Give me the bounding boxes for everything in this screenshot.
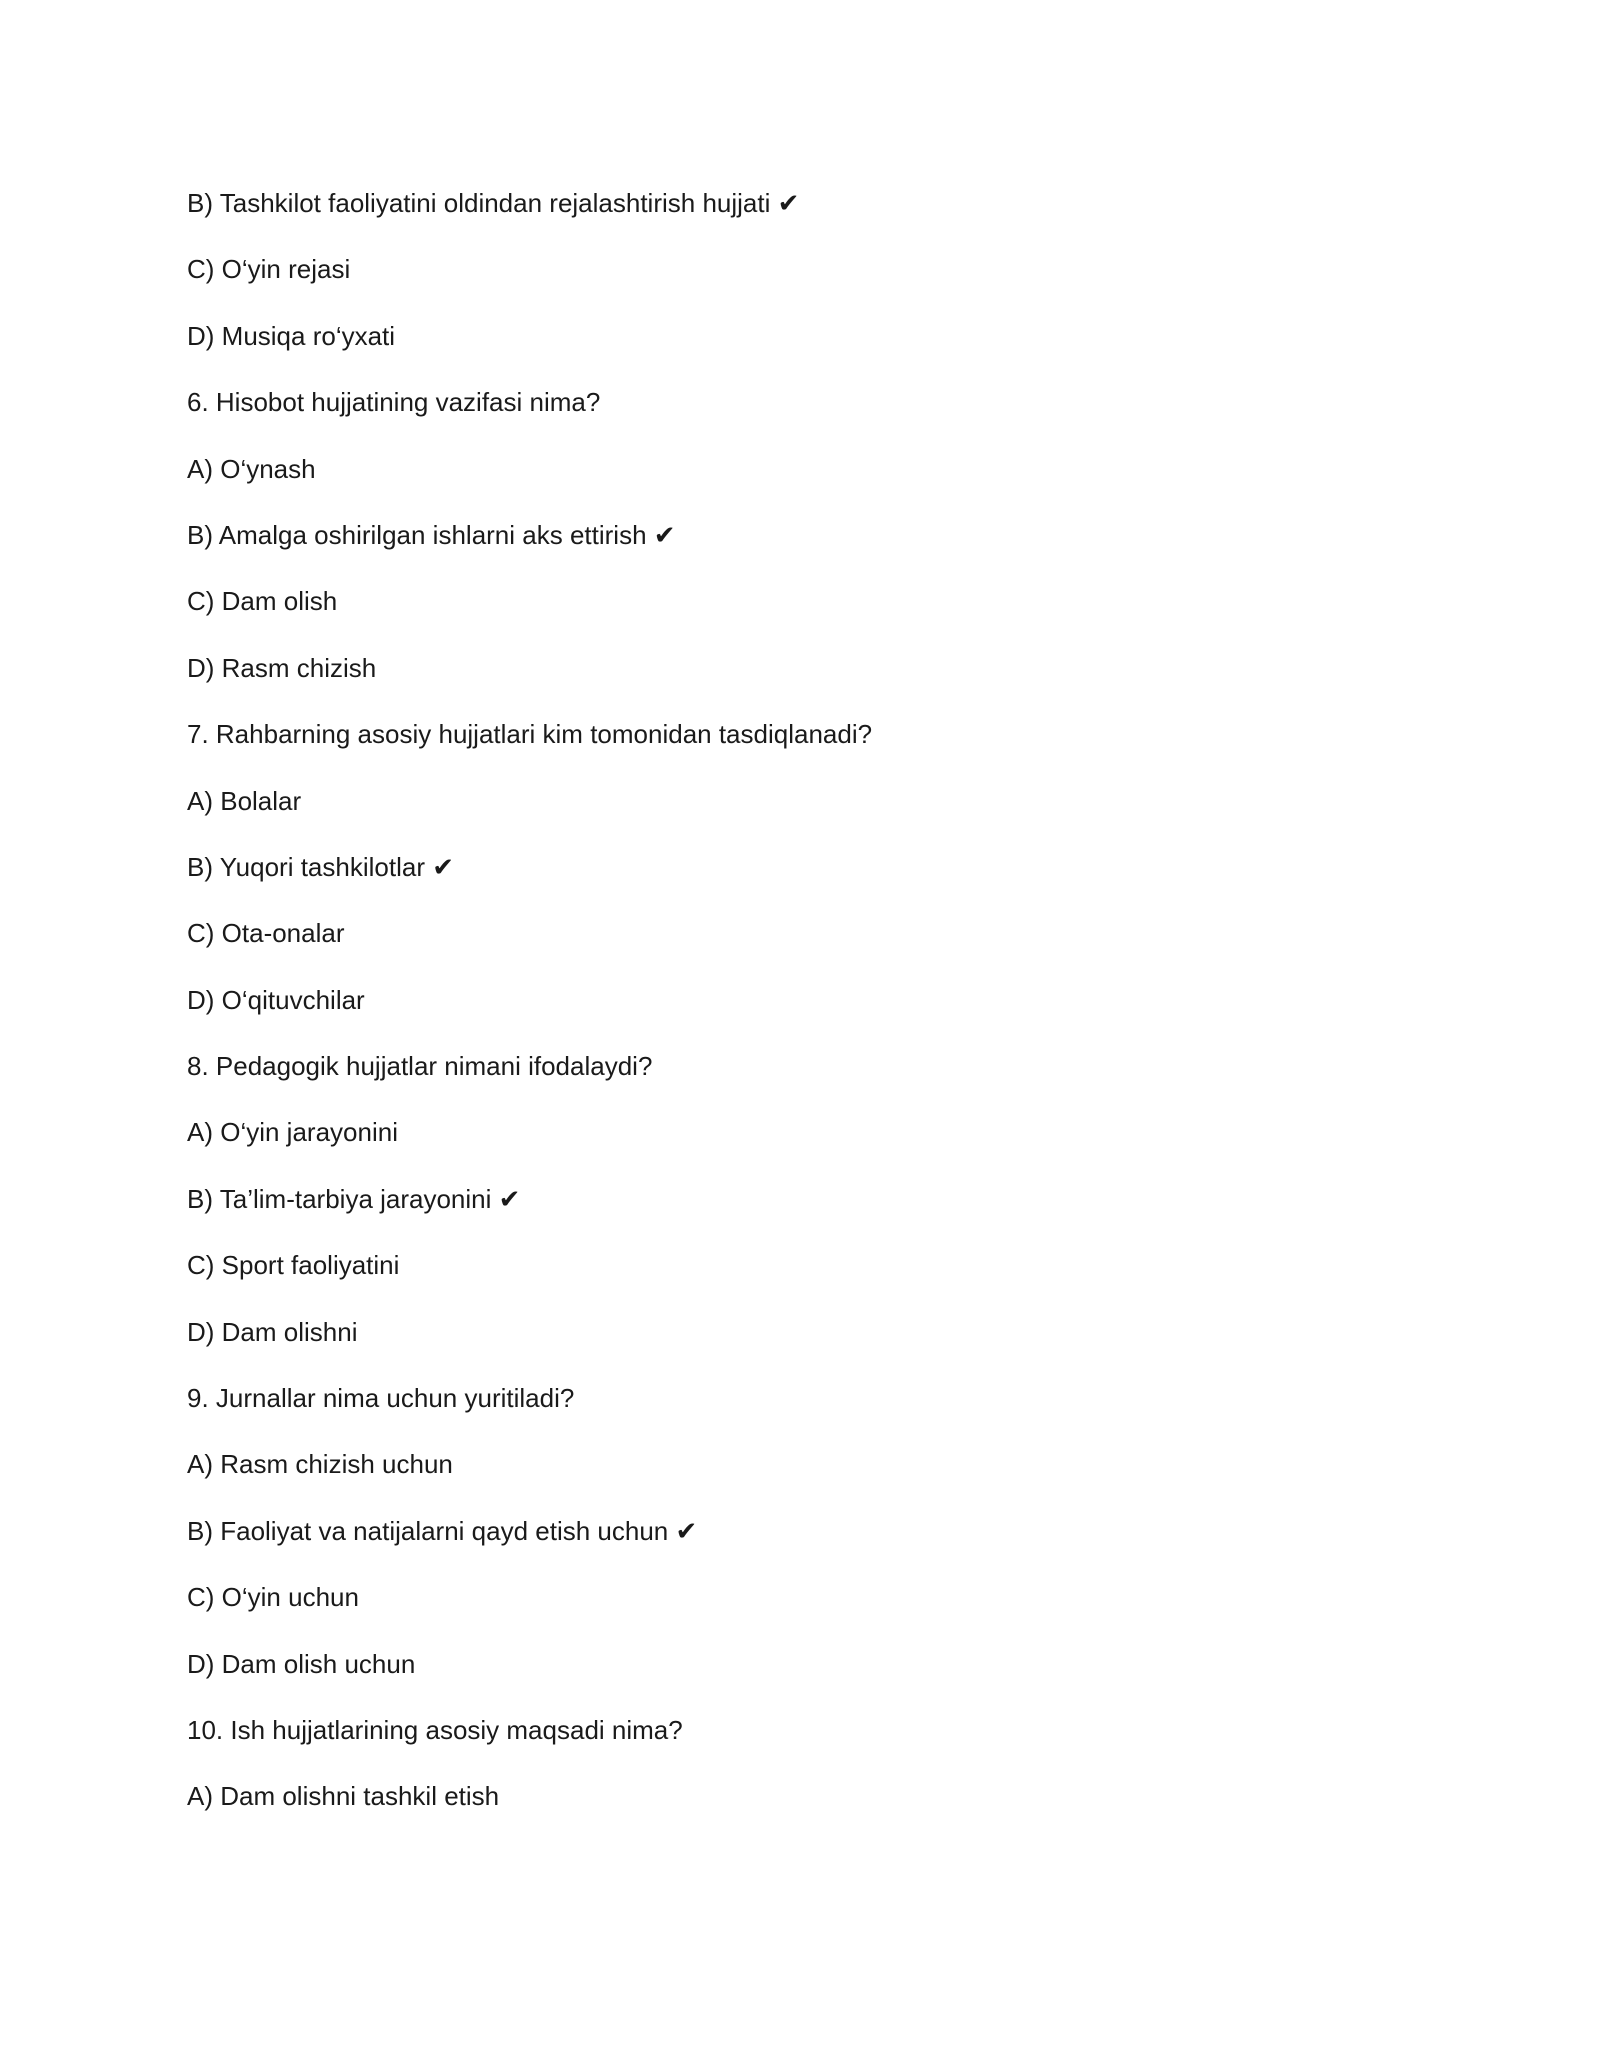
answer-option: C) Dam olish (187, 586, 338, 617)
answer-option: A) O‘yin jarayonini (187, 1117, 398, 1148)
answer-option: D) Rasm chizish (187, 652, 377, 683)
answer-option: D) Musiqa ro‘yxati (187, 320, 396, 351)
answer-option: C) O‘yin uchun (187, 1582, 359, 1613)
answer-option: D) Dam olishni (187, 1316, 358, 1347)
question: 7. Rahbarning asosiy hujjatlari kim tomonidan tasdiqlanadi? (187, 719, 873, 750)
answer-option: B) Ta’lim-tarbiya jarayonini ✔ (187, 1183, 521, 1214)
answer-option: A) Dam olishni tashkil etish (187, 1781, 500, 1812)
question: 6. Hisobot hujjatining vazifasi nima? (187, 387, 601, 418)
answer-option: C) Sport faoliyatini (187, 1250, 400, 1281)
answer-option: A) Bolalar (187, 785, 302, 816)
answer-option: B) Faoliyat va natijalarni qayd etish uchun ✔ (187, 1515, 698, 1546)
answer-option: B) Yuqori tashkilotlar ✔ (187, 851, 454, 882)
answer-option: A) O‘ynash (187, 453, 316, 484)
answer-option: B) Tashkilot faoliyatini oldindan rejalashtirish hujjati ✔ (187, 188, 800, 218)
answer-option: D) Dam olish uchun (187, 1648, 416, 1679)
question: 8. Pedagogik hujjatlar nimani ifodalaydi? (187, 1051, 653, 1082)
answer-option: D) O‘qituvchilar (187, 984, 365, 1015)
question: 10. Ish hujjatlarining asosiy maqsadi nima? (187, 1714, 683, 1745)
answer-option: A) Rasm chizish uchun (187, 1449, 453, 1480)
answer-option: B) Amalga oshirilgan ishlarni aks ettirish ✔ (187, 519, 676, 550)
quiz-text (187, 186, 1407, 1846)
answer-option: C) O‘yin rejasi (187, 254, 351, 285)
question: 9. Jurnallar nima uchun yuritiladi? (187, 1383, 575, 1414)
answer-option: C) Ota-onalar (187, 918, 345, 949)
